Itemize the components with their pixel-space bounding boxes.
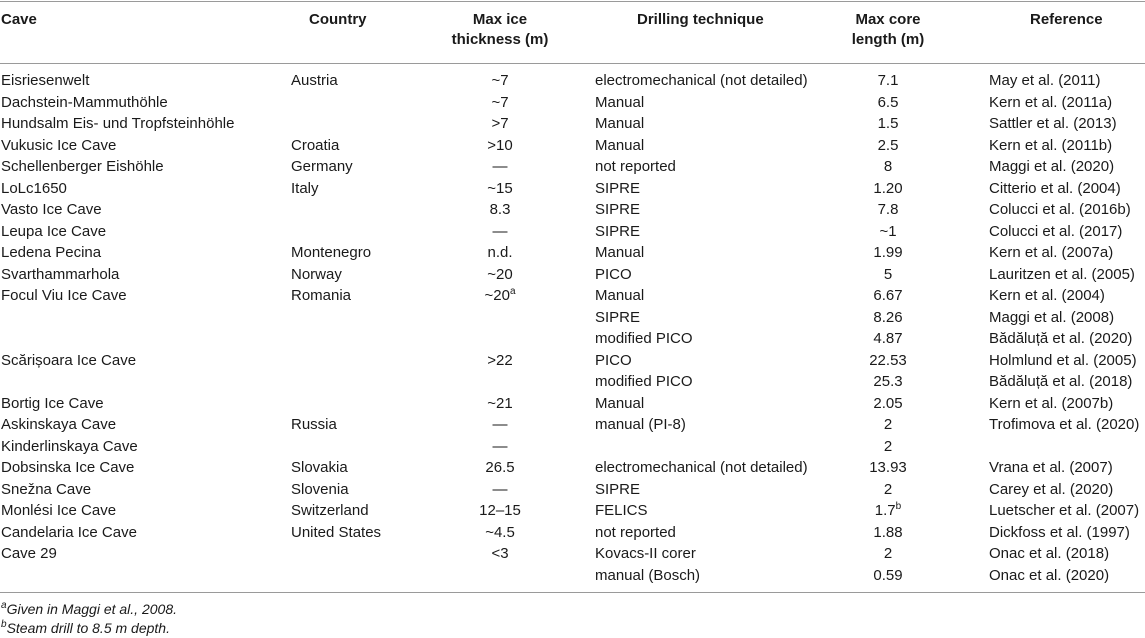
cell-technique-text: SIPRE: [595, 480, 641, 498]
cell-country-text: Croatia: [291, 136, 340, 154]
cell-max-ice-text: —: [492, 416, 508, 433]
cell-reference: [989, 242, 1113, 264]
table-row: [0, 371, 1145, 393]
cell-technique: [595, 307, 640, 329]
cell-reference-text: Carey et al. (2020): [989, 480, 1114, 498]
cell-cave-text: Focul Viu Ice Cave: [1, 287, 127, 304]
table-row: [0, 350, 1145, 372]
cell-max-core-text: 22.53: [869, 351, 907, 369]
cell-reference: [989, 113, 1117, 135]
cell-max-ice-text: —: [492, 158, 508, 175]
cell-country-text: Montenegro: [291, 244, 372, 261]
header-max-core-line2: length (m): [851, 31, 925, 48]
cell-reference: [989, 479, 1113, 501]
cell-country-text: Romania: [291, 287, 352, 304]
cell-technique: [595, 242, 644, 264]
cell-max-core: [833, 92, 943, 114]
cell-technique-text: Manual: [595, 394, 645, 412]
cell-reference: [989, 264, 1135, 286]
cell-country: [291, 264, 342, 286]
cell-technique: [595, 264, 632, 286]
cell-reference-text: Citterio et al. (2004): [989, 179, 1121, 197]
cell-reference-text: Kern et al. (2007a): [989, 244, 1114, 261]
cell-max-core-text: 6.67: [873, 287, 903, 304]
cell-max-core: [833, 156, 943, 178]
cell-max-ice: [440, 393, 560, 415]
header-country: Country: [309, 11, 367, 28]
cell-cave-text: Vasto Ice Cave: [1, 201, 102, 218]
table-row: [0, 307, 1145, 329]
cell-technique-text: not reported: [595, 523, 676, 541]
cell-cave-text: Leupa Ice Cave: [1, 222, 107, 240]
cell-country-text: Italy: [291, 179, 319, 197]
cell-cave-text: Askinskaya Cave: [1, 416, 117, 433]
cell-technique-text: PICO: [595, 351, 632, 369]
cell-max-core-text: 6.5: [877, 93, 899, 111]
cell-max-ice: [440, 457, 560, 479]
cell-reference-text: May et al. (2011): [989, 72, 1101, 89]
cell-max-core-text: 2: [883, 545, 893, 562]
cell-max-ice-text: 26.5: [485, 459, 515, 476]
cell-reference-text: Sattler et al. (2013): [989, 115, 1117, 132]
table-row: [0, 221, 1145, 243]
cell-technique: [595, 543, 696, 565]
footnote-a-mark: a: [1, 600, 7, 611]
table-row: [0, 92, 1145, 114]
cell-country: [291, 457, 348, 479]
cell-max-ice: [440, 92, 560, 114]
cell-cave-text: Svarthammarhola: [1, 265, 120, 283]
cell-cave: [1, 70, 89, 92]
cell-technique: [595, 135, 644, 157]
cell-max-core: [833, 543, 943, 565]
cell-max-core-text: 0.59: [873, 566, 903, 584]
cell-reference: [989, 457, 1113, 479]
table-row: [0, 565, 1145, 587]
header-max-ice: [440, 10, 560, 50]
footnote-marker: a: [509, 286, 516, 297]
cell-technique: [595, 156, 676, 178]
cell-technique-text: SIPRE: [595, 308, 641, 326]
cell-country: [291, 479, 349, 501]
cell-max-ice: [440, 178, 560, 200]
cell-reference: [989, 371, 1132, 393]
cell-max-ice: [440, 522, 560, 544]
cell-cave: [1, 135, 116, 157]
cell-max-core-text: 2.05: [873, 394, 903, 412]
cell-max-core: [833, 436, 943, 458]
cell-reference-text: Colucci et al. (2017): [989, 222, 1123, 240]
cell-cave: [1, 285, 127, 307]
cell-max-core: [833, 264, 943, 286]
cell-max-core-text: 5: [883, 265, 893, 283]
cell-max-ice-text: —: [492, 480, 508, 498]
cell-reference: [989, 135, 1112, 157]
top-rule: [0, 1, 1145, 2]
cell-max-ice-text: ~20: [487, 265, 513, 283]
cell-country-text: Slovenia: [291, 480, 349, 498]
cell-technique-text: Manual: [595, 93, 645, 111]
table-row: [0, 135, 1145, 157]
cell-reference-text: Holmlund et al. (2005): [989, 351, 1137, 369]
cell-max-core-text: ~1: [879, 222, 897, 240]
cell-max-core-text: 4.87: [873, 330, 903, 347]
header-rule: [0, 63, 1145, 64]
footnote-marker: b: [895, 501, 902, 512]
cell-country: [291, 285, 351, 307]
cell-cave: [1, 479, 91, 501]
cell-reference-text: Kern et al. (2004): [989, 287, 1105, 304]
cell-cave: [1, 92, 168, 114]
table-row: [0, 156, 1145, 178]
cell-max-core: [833, 350, 943, 372]
cell-max-core-text: 25.3: [873, 373, 903, 390]
footnote-b-mark: b: [1, 619, 7, 630]
cell-reference: [989, 350, 1137, 372]
table-row: [0, 436, 1145, 458]
header-cave: Cave: [1, 11, 37, 28]
cell-country: [291, 178, 319, 200]
cell-technique-text: electromechanical (not detailed): [595, 459, 808, 476]
cell-max-ice: [440, 436, 560, 458]
table-row: [0, 113, 1145, 135]
table-row: [0, 199, 1145, 221]
cell-max-core-text: 1.5: [877, 115, 899, 132]
table-row: [0, 285, 1145, 307]
cell-reference: [989, 92, 1112, 114]
cell-cave: [1, 543, 57, 565]
cell-max-core: [833, 199, 943, 221]
cell-technique-text: Manual: [595, 287, 645, 304]
cell-technique: [595, 479, 640, 501]
cell-max-core: [833, 522, 943, 544]
cell-reference-text: Kern et al. (2011a): [989, 93, 1113, 111]
cell-reference-text: Bădăluță et al. (2018): [989, 373, 1133, 390]
cell-max-ice-text: ~7: [491, 93, 509, 111]
cell-reference: [989, 414, 1139, 436]
cell-cave-text: LoLc1650: [1, 179, 67, 197]
cell-technique: [595, 221, 640, 243]
cell-technique: [595, 285, 644, 307]
cell-country-text: Austria: [291, 72, 338, 89]
cell-reference-text: Lauritzen et al. (2005): [989, 265, 1135, 283]
cell-max-core: [833, 285, 943, 307]
header-max-ice-line2: thickness (m): [451, 31, 549, 48]
cell-technique-text: Manual: [595, 115, 645, 132]
cell-technique: [595, 414, 686, 436]
table-row: [0, 264, 1145, 286]
cell-technique: [595, 371, 693, 393]
cell-reference-text: Dickfoss et al. (1997): [989, 523, 1130, 541]
cell-reference: [989, 393, 1113, 415]
cell-reference: [989, 328, 1132, 350]
cell-reference-text: Colucci et al. (2016b): [989, 201, 1131, 218]
cell-max-core: [833, 221, 943, 243]
table-row: [0, 479, 1145, 501]
header-max-core-line1: Max core: [855, 11, 921, 28]
cell-max-ice: [440, 543, 560, 565]
cell-max-ice: [440, 156, 560, 178]
cell-cave-text: Bortig Ice Cave: [1, 394, 104, 412]
cell-max-ice: [440, 221, 560, 243]
cell-max-core-text: 2: [883, 480, 893, 498]
cell-cave-text: Monlési Ice Cave: [1, 502, 117, 519]
cell-country: [291, 522, 381, 544]
cell-technique-text: modified PICO: [595, 330, 693, 347]
cell-max-core-text: 1.7: [874, 502, 896, 519]
table-body: [0, 70, 1145, 586]
cell-technique-text: FELICS: [595, 502, 648, 519]
cell-max-core: [833, 393, 943, 415]
cell-reference: [989, 543, 1109, 565]
cell-max-ice: [440, 242, 560, 264]
cell-cave: [1, 414, 116, 436]
cell-cave: [1, 457, 134, 479]
cell-cave-text: Dobsinska Ice Cave: [1, 459, 135, 476]
cell-max-ice: [440, 199, 560, 221]
cell-cave-text: Vukusic Ice Cave: [1, 136, 117, 154]
table-row: [0, 393, 1145, 415]
cell-technique-text: Kovacs-II corer: [595, 545, 696, 562]
cell-technique: [595, 500, 648, 522]
cell-country-text: Norway: [291, 265, 342, 283]
cell-max-ice: [440, 285, 560, 307]
cell-cave: [1, 221, 106, 243]
cell-cave: [1, 264, 119, 286]
cell-max-ice-text: 8.3: [489, 201, 511, 218]
cell-technique-text: manual (Bosch): [595, 566, 701, 584]
cell-cave: [1, 199, 102, 221]
cell-reference-text: Luetscher et al. (2007): [989, 502, 1140, 519]
cell-technique: [595, 457, 808, 479]
cell-max-core-text: 7.1: [877, 72, 899, 89]
cell-cave: [1, 178, 67, 200]
header-technique: Drilling technique: [637, 11, 764, 28]
table-row: [0, 242, 1145, 264]
cell-technique-text: not reported: [595, 158, 676, 175]
cell-max-core-text: 1.99: [873, 244, 903, 261]
cell-max-ice-text: >7: [491, 115, 509, 132]
cell-country-text: Switzerland: [291, 502, 369, 519]
cell-technique: [595, 328, 693, 350]
cell-max-core: [833, 328, 943, 350]
cell-cave-text: Hundsalm Eis- und Tropfsteinhöhle: [1, 115, 235, 132]
cell-max-core: [833, 70, 943, 92]
cell-max-core-text: 8: [883, 158, 893, 175]
cell-cave: [1, 522, 137, 544]
cell-technique-text: Manual: [595, 244, 645, 261]
cell-reference-text: Vrana et al. (2007): [989, 459, 1113, 476]
cell-reference-text: Trofimova et al. (2020): [989, 416, 1140, 433]
cell-max-ice-text: ~20: [484, 287, 510, 304]
cell-max-core: [833, 457, 943, 479]
cell-technique: [595, 178, 640, 200]
table-row: [0, 414, 1145, 436]
cell-max-core: [833, 479, 943, 501]
cell-reference: [989, 221, 1122, 243]
cell-max-core-text: 13.93: [869, 459, 907, 476]
cell-technique-text: SIPRE: [595, 222, 641, 240]
cell-cave-text: Dachstein-Mammuthöhle: [1, 93, 168, 111]
cell-technique: [595, 92, 644, 114]
cell-max-ice: [440, 479, 560, 501]
footnote-b: [1, 619, 170, 637]
cell-reference-text: Maggi et al. (2008): [989, 308, 1115, 326]
cell-max-core-text: 1.20: [873, 179, 903, 197]
cell-reference: [989, 307, 1114, 329]
cell-country: [291, 500, 369, 522]
cell-max-core: [833, 307, 943, 329]
cell-max-ice-text: ~21: [487, 394, 513, 412]
header-max-ice-line1: Max ice: [472, 11, 528, 28]
footnote-a-text: Given in Maggi et al., 2008.: [6, 601, 177, 617]
header-max-core: [833, 10, 943, 50]
cell-cave-text: Eisriesenwelt: [1, 72, 90, 89]
cell-country-text: Slovakia: [291, 459, 348, 476]
cell-technique: [595, 199, 640, 221]
cell-max-ice-text: —: [492, 437, 508, 455]
cell-technique-text: Manual: [595, 136, 645, 154]
footnote-b-text: Steam drill to 8.5 m depth.: [6, 620, 170, 636]
cell-reference-text: Maggi et al. (2020): [989, 158, 1115, 175]
cell-cave-text: Ledena Pecina: [1, 244, 102, 261]
cell-technique-text: electromechanical (not detailed): [595, 72, 808, 89]
cell-max-core: [833, 565, 943, 587]
cell-reference: [989, 70, 1100, 92]
cell-country: [291, 156, 353, 178]
cell-country: [291, 70, 338, 92]
table-row: [0, 178, 1145, 200]
table-row: [0, 328, 1145, 350]
cell-country-text: United States: [291, 523, 382, 541]
cell-cave-text: Candelaria Ice Cave: [1, 523, 137, 541]
table-row: [0, 457, 1145, 479]
cell-cave-text: Cave 29: [1, 545, 57, 562]
cell-max-ice-text: ~15: [487, 179, 513, 197]
cell-max-ice: [440, 135, 560, 157]
cell-cave: [1, 500, 116, 522]
cell-cave: [1, 350, 136, 372]
header-reference: Reference: [1030, 11, 1103, 28]
cell-reference: [989, 178, 1121, 200]
cell-max-core: [833, 113, 943, 135]
cell-cave-text: Kinderlinskaya Cave: [1, 437, 138, 455]
cell-cave-text: Scărișoara Ice Cave: [1, 351, 137, 369]
cell-max-ice-text: >10: [487, 136, 513, 154]
cell-technique: [595, 113, 644, 135]
cell-technique: [595, 522, 676, 544]
cell-reference-text: Bădăluță et al. (2020): [989, 330, 1133, 347]
cell-cave-text: Snežna Cave: [1, 480, 92, 498]
cell-reference: [989, 156, 1114, 178]
cell-max-ice: [440, 70, 560, 92]
cell-technique-text: modified PICO: [595, 373, 693, 390]
cell-max-core: [833, 500, 943, 522]
cell-technique-text: SIPRE: [595, 179, 641, 197]
table-row: [0, 70, 1145, 92]
cell-max-core-text: 2: [883, 437, 893, 455]
table-row: [0, 500, 1145, 522]
cell-max-ice: [440, 350, 560, 372]
cell-max-core-text: 2.5: [877, 136, 899, 154]
cell-max-core: [833, 242, 943, 264]
cell-cave: [1, 436, 138, 458]
cell-technique-text: SIPRE: [595, 201, 641, 218]
cell-max-ice-text: ~7: [491, 72, 509, 89]
cell-max-ice-text: >22: [487, 351, 513, 369]
cell-max-ice: [440, 500, 560, 522]
cell-reference-text: Kern et al. (2011b): [989, 136, 1113, 154]
cell-country: [291, 414, 337, 436]
cell-country-text: Germany: [291, 158, 353, 175]
cell-max-ice-text: 12–15: [479, 502, 521, 519]
cell-reference-text: Kern et al. (2007b): [989, 394, 1114, 412]
cell-reference: [989, 285, 1105, 307]
cell-max-ice: [440, 113, 560, 135]
cell-max-ice-text: <3: [491, 545, 509, 562]
cell-max-core-text: 2: [883, 416, 893, 433]
cell-max-core-text: 1.88: [873, 523, 903, 541]
cell-max-core: [833, 414, 943, 436]
table-row: [0, 543, 1145, 565]
cell-technique: [595, 70, 808, 92]
table-row: [0, 522, 1145, 544]
cell-max-core: [833, 178, 943, 200]
cell-country-text: Russia: [291, 416, 337, 433]
cell-reference-text: Onac et al. (2020): [989, 566, 1110, 584]
cell-reference: [989, 522, 1130, 544]
cell-max-core: [833, 371, 943, 393]
cell-max-ice: [440, 414, 560, 436]
cell-cave-text: Schellenberger Eishöhle: [1, 158, 164, 175]
cell-max-core: [833, 135, 943, 157]
footnote-a: [1, 600, 177, 618]
cell-reference: [989, 565, 1109, 587]
cell-country: [291, 135, 339, 157]
cell-reference-text: Onac et al. (2018): [989, 545, 1110, 562]
cell-technique-text: PICO: [595, 265, 632, 283]
cell-country: [291, 242, 371, 264]
cell-cave: [1, 156, 164, 178]
cell-reference: [989, 199, 1131, 221]
cell-max-ice: [440, 264, 560, 286]
cell-cave: [1, 113, 234, 135]
cell-cave: [1, 242, 101, 264]
cell-max-core-text: 7.8: [877, 201, 899, 218]
cell-max-ice-text: ~4.5: [485, 523, 515, 541]
cell-technique: [595, 565, 700, 587]
cell-reference: [989, 500, 1139, 522]
bottom-rule: [0, 592, 1145, 593]
cell-max-ice-text: —: [492, 222, 508, 240]
cell-technique-text: manual (PI-8): [595, 416, 686, 433]
cell-technique: [595, 350, 632, 372]
cell-max-core-text: 8.26: [873, 308, 903, 326]
cell-max-ice-text: n.d.: [487, 244, 513, 261]
cell-technique: [595, 393, 644, 415]
cell-cave: [1, 393, 104, 415]
